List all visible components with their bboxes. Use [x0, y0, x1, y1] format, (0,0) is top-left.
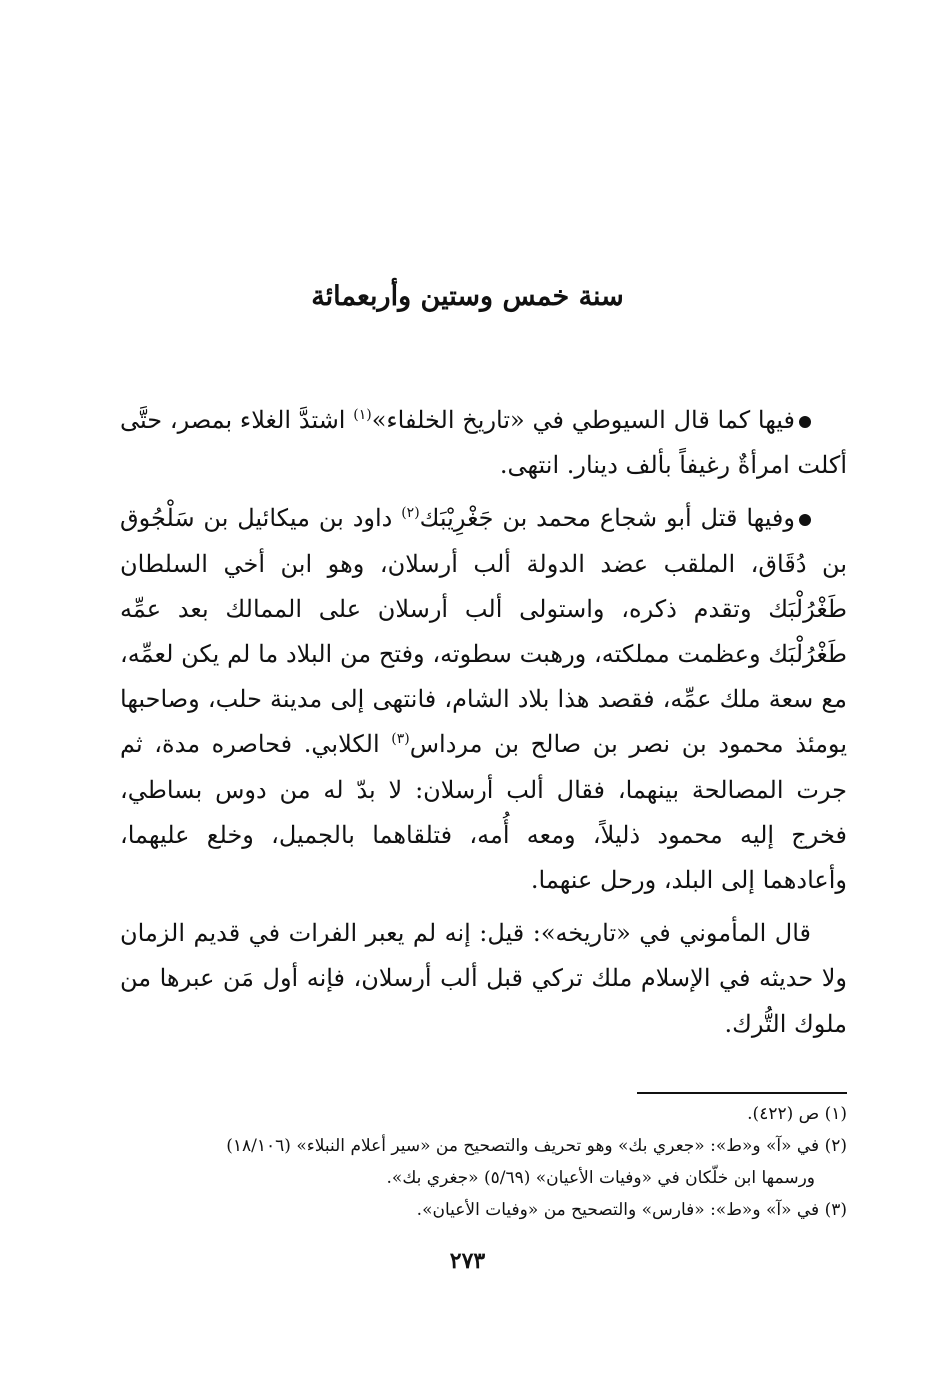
text-run: الكلابي. فحاصره مدة، ثم جرت المصالحة بينهما، فقال ألب أرسلان: لا بدّ له من دوس بساطي، فخرج إليه محمود ذليلاً، ومعه أُمه، فتلقاهما بالجميل، وخلع عليهما، وأعادهما إلى البلد، ورحل عنهما.: [120, 730, 847, 895]
footnote-reference: (١): [353, 407, 372, 423]
text-run: وفيها قتل أبو شجاع محمد بن جَغْرِيْبَك: [419, 504, 795, 533]
bullet-icon: [799, 514, 811, 526]
text-run: قال المأموني في «تاريخه»: قيل: إنه لم يعبر الفرات في قديم الزمان ولا حديثه في الإسلام ملك تركي قبل ألب أرسلان، فإنه أول مَن عبرها من ملوك التُّرك.: [120, 919, 847, 1038]
footnote: (٢) في «آ» و«ط»: «جعري بك» وهو تحريف والتصحيح من «سير أعلام النبلاء» (١٨/١٠٦): [226, 1136, 847, 1156]
footnote-reference: (٢): [401, 505, 420, 522]
footnote-reference: (٣): [391, 731, 410, 748]
paragraph: [120, 496, 847, 903]
text-run: داود بن ميكائيل بن سَلْجُوق بن دُقَاق، الملقب عضد الدولة ألب أرسلان، وهو ابن أخي السلطان طَغْرُلْبَك وتقدم ذكره، واستولى ألب أرسلان على الممالك بعد عمِّه طَغْرُلْبَك وعظمت مملكته، ورهبت سطوته، وفتح من البلاد ما لم يكن لعمِّه، مع سعة ملك عمِّه، فقصد هذا بلاد الشام، فانتهى إلى مدينة حلب، وصاحبها يومئذ محمود بن نصر بن صالح بن مرداس: [120, 504, 848, 759]
chapter-heading: سنة خمس وستين وأربعمائة: [311, 281, 624, 312]
main-text: [120, 398, 847, 1055]
text-run: فيها كما قال السيوطي في «تاريخ الخلفاء»: [371, 406, 795, 434]
footnote: (٣) في «آ» و«ط»: «فارس» والتصحيح من «وفيات الأعيان».: [416, 1200, 847, 1220]
paragraph: [120, 911, 847, 1047]
page-number: ٢٧٣: [449, 1248, 486, 1274]
footnote: (١) ص (٤٢٢).: [747, 1104, 847, 1124]
bullet-icon: [799, 416, 811, 428]
paragraph: [120, 398, 847, 488]
text-run: اشتدَّ الغلاء بمصر، حتَّى أكلت امرأةٌ رغيفاً بألف دينار. انتهى.: [120, 406, 847, 480]
footnote-continuation: ورسمها ابن خلّكان في «وفيات الأعيان» (٥/٦٩) «جغري بك».: [386, 1168, 815, 1188]
footnote-separator: [637, 1092, 847, 1094]
footnotes: [120, 1098, 847, 1226]
